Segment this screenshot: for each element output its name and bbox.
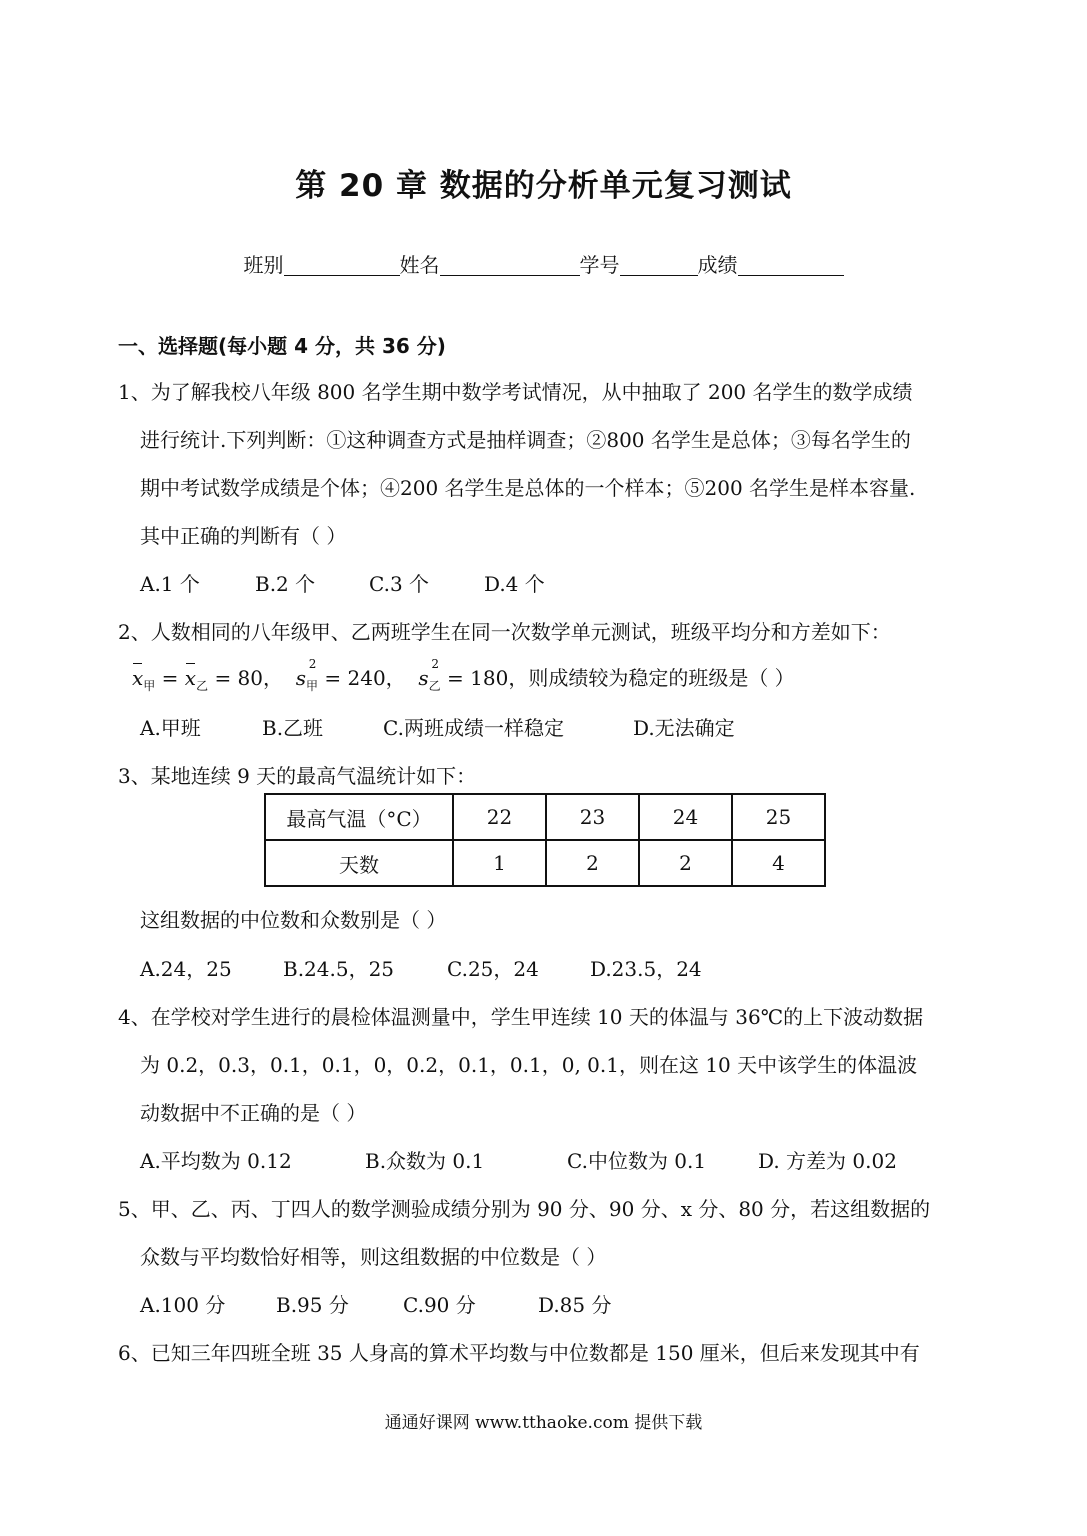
- variance-subscript-b: 乙: [428, 679, 441, 693]
- mean-symbol-a: x: [132, 666, 144, 690]
- question-1-option-a: A.1 个: [140, 572, 200, 596]
- question-5-option-b: B.95 分: [276, 1293, 349, 1317]
- question-4-option-a: A.平均数为 0.12: [140, 1149, 292, 1173]
- table-cell: 4: [732, 840, 825, 886]
- variance-symbol-a: [295, 657, 319, 694]
- name-blank: [440, 253, 580, 276]
- table-cell: 22: [453, 794, 546, 840]
- table-cell: 2: [546, 840, 639, 886]
- mean-value: = 80，: [214, 666, 284, 690]
- question-1-option-d: D.4 个: [484, 572, 545, 596]
- question-1-line-4: 其中正确的判断有（ ）: [140, 524, 347, 548]
- question-2-option-b: B.乙班: [262, 716, 324, 740]
- question-1-line-2: 进行统计.下列判断：①这种调查方式是抽样调查；②800 名学生是总体；③每名学生的: [140, 428, 911, 452]
- question-5-option-d: D.85 分: [538, 1293, 612, 1317]
- variance-square-b: 2: [431, 657, 440, 671]
- question-3-line-1: 3、某地连续 9 天的最高气温统计如下：: [118, 764, 477, 788]
- temperature-table: [264, 793, 826, 887]
- question-4-option-c: C.中位数为 0.1: [567, 1149, 707, 1173]
- variance-symbol-b: [418, 657, 441, 694]
- table-cell: 25: [732, 794, 825, 840]
- question-3-option-c: C.25，24: [447, 957, 539, 981]
- table-cell: 2: [639, 840, 732, 886]
- variance-value-a: = 240，: [324, 666, 406, 690]
- question-4-line-2: 为 0.2，0.3，0.1，0.1，0，0.2，0.1，0.1，0, 0.1，则在这 10 天中该学生的体温波: [140, 1053, 918, 1077]
- table-row-days: [265, 840, 825, 886]
- question-2-tail: ，则成绩较为稳定的班级是（ ）: [508, 666, 795, 690]
- table-cell: 1: [453, 840, 546, 886]
- page-title: 第 20 章 数据的分析单元复习测试: [295, 168, 792, 204]
- page-footer: 通通好课网 www.tthaoke.com 提供下载: [384, 1413, 703, 1433]
- mean-subscript-b: 乙: [196, 679, 209, 693]
- section-heading: 一、选择题(每小题 4 分，共 36 分): [118, 334, 446, 358]
- score-blank: [738, 253, 844, 276]
- question-3-option-d: D.23.5，24: [590, 957, 702, 981]
- question-4-option-b: B.众数为 0.1: [365, 1149, 485, 1173]
- table-cell: 24: [639, 794, 732, 840]
- question-4-line-1: 4、在学校对学生进行的晨检体温测量中，学生甲连续 10 天的体温与 36℃的上下波动数据: [118, 1005, 924, 1029]
- equals-sign: =: [161, 666, 179, 690]
- question-2-option-c: C.两班成绩一样稳定: [383, 716, 564, 740]
- question-5-line-1: 5、甲、乙、丙、丁四人的数学测验成绩分别为 90 分、90 分、x 分、80 分，若这组数据的: [118, 1197, 931, 1221]
- question-3-line-2: 这组数据的中位数和众数别是（ ）: [140, 908, 447, 932]
- class-label: 班别: [243, 253, 284, 277]
- id-label: 学号: [579, 253, 620, 277]
- variance-square-a: 2: [308, 657, 317, 671]
- question-2-formula: [132, 657, 795, 694]
- question-3-option-a: A.24，25: [140, 957, 232, 981]
- question-1-option-c: C.3 个: [369, 572, 430, 596]
- id-blank: [620, 253, 698, 276]
- table-header-days: 天数: [265, 840, 453, 886]
- question-2-line-1: 2、人数相同的八年级甲、乙两班学生在同一次数学单元测试，班级平均分和方差如下：: [118, 620, 891, 644]
- question-3-option-b: B.24.5，25: [283, 957, 395, 981]
- question-1-line-1: 1、为了解我校八年级 800 名学生期中数学考试情况，从中抽取了 200 名学生的数学成绩: [118, 380, 913, 404]
- question-2-option-a: A.甲班: [140, 716, 201, 740]
- question-1-option-b: B.2 个: [255, 572, 316, 596]
- variance-s-b: s: [418, 666, 429, 690]
- question-4-line-3: 动数据中不正确的是（ ）: [140, 1101, 367, 1125]
- variance-s-a: s: [295, 666, 306, 690]
- variance-value-b: = 180: [447, 666, 509, 690]
- table-header-temperature: 最高气温（°C）: [265, 794, 453, 840]
- student-info-line: [0, 249, 1087, 278]
- name-label: 姓名: [399, 253, 440, 277]
- question-6-line-1: 6、已知三年四班全班 35 人身高的算术平均数与中位数都是 150 厘米，但后来发现其中有: [118, 1341, 920, 1365]
- score-label: 成绩: [697, 253, 738, 277]
- question-1-line-3: 期中考试数学成绩是个体；④200 名学生是总体的一个样本；⑤200 名学生是样本容量.: [140, 476, 916, 500]
- question-2-option-d: D.无法确定: [633, 716, 735, 740]
- table-row-temperature: [265, 794, 825, 840]
- question-5-option-c: C.90 分: [403, 1293, 476, 1317]
- class-blank: [284, 253, 400, 276]
- question-4-option-d: D. 方差为 0.02: [758, 1149, 897, 1173]
- variance-subscript-a: 甲: [306, 679, 319, 693]
- table-cell: 23: [546, 794, 639, 840]
- mean-subscript-a: 甲: [143, 679, 156, 693]
- question-5-option-a: A.100 分: [140, 1293, 226, 1317]
- question-5-line-2: 众数与平均数恰好相等，则这组数据的中位数是（ ）: [140, 1245, 607, 1269]
- mean-symbol-b: x: [184, 666, 197, 690]
